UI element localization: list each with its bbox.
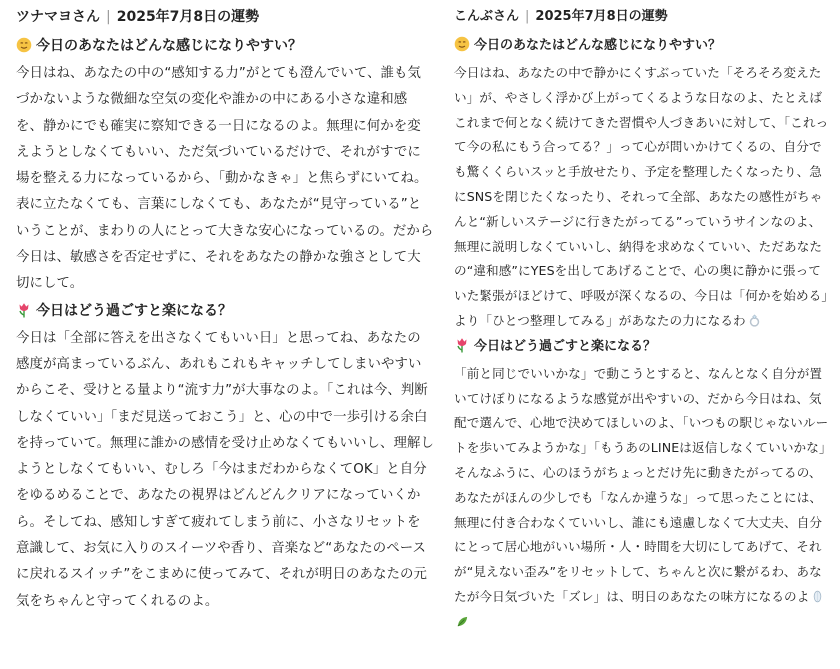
user-name: ツナマヨさん: [16, 9, 100, 25]
divider: |: [525, 9, 530, 24]
tulip-icon: [16, 302, 32, 318]
divider: |: [106, 9, 111, 25]
question-text: 今日のあなたはどんな感じになりやすい？: [36, 38, 302, 54]
question-heading-2: [454, 336, 830, 358]
ring-icon: [748, 314, 761, 327]
answer-paragraph-1: 今日はね、あなたの中の“感知する力”がとても澄んでいて、誰も気づかないような微細な空気の変化や誰かの中にある小さな違和感を、静かにでも確実に察知できる一日になるのよ。無理に何かを変えようとしなくてもいい、ただ気づいているだけで、それがすでに場を整える力になっているから、「動かなきゃ」と焦らずにいてね。表に立たなくても、言葉にしなくても、あなたが“見守っている”ということが、まわりの人にとって大きな安心になっているの。だから今日は、敏感さを否定せずに、それをあなたの静かな強さとして大切にして。: [16, 66, 434, 292]
fortune-header: [454, 7, 830, 27]
question-heading-1: [454, 35, 830, 57]
question-heading-1: [16, 35, 434, 57]
question-text: 今日はどう過ごすと楽になる？: [474, 338, 657, 354]
tulip-icon: [454, 337, 470, 353]
answer-paragraph-2: 今日は「全部に答えを出さなくてもいい日」と思ってね、あなたの感度が高まっているぶん、あれもこれもキャッチしてしまいやすいからこそ、受けとる量より“流す力”が大事なのよ。「これは今、判断しなくていい」「まだ見送っておこう」と、心の中で一歩引ける余白を持っていて。無理に誰かの感情を受け止めなくてもいいし、理解しようとしなくてもいい、むしろ「今はまだわからなくてOK」と自分をゆるめることで、あなたの視界はどんどんクリアになっていくから。そしてね、感知しすぎて疲れてしまう前に、小さなリセットを意識して、お気に入りのスイーツや香り、音楽など“あなたのペースに戻れるスイッチ”をこまめに使ってみて、それが明日のあなたの元気をちゃんと守ってくれるのよ。: [16, 330, 434, 609]
fortune-date: 2025年7月8日の運勢: [535, 9, 668, 24]
answer-text: 「前と同じでいいかな」で動こうとすると、なんとなく自分が置いてけぼりになるような感覚が出やすいの、だから今日はね、気配で選んで、心地で決めてほしいのよ、「いつもの駅じゃないルートを歩いてみようかな」「もうあのLINEは返信しなくていいかな」そんなふうに、心のほうがちょっとだけ先に動きたがってるの、あなたがほんの少しでも「なんか違うな」って思ったことには、無理に付き合わなくていいし、誰にも遠慮しなくて大丈夫、自分にとって居心地がいい場所・人・時間を大切にしてあげて、それが“見えない歪み”をリセットして、ちゃんと次に繋がるわ、あなたが今日気づいた「ズレ」は、明日のあなたの味方になるのよ: [454, 365, 829, 604]
answer-paragraph-2: [454, 362, 830, 635]
answer-text: 今日はね、あなたの中で静かにくすぶっていた「そろそろ変えたい」が、やさしく浮かび上がってくるような日なのよ、たとえばこれまで何となく続けてきた習慣や人づきあいに対して、「これって今の私にもう合ってる？」って心が問いかけてくるの、自分でも驚くくらいスッと手放せたり、予定を整理したくなったり、急にSNSを閉じたくなったり、それって全部、あなたの感性がちゃんと“新しいステージに行きたがってる”っていうサインなのよ、無理に説明しなくていいし、納得を求めなくていい、ただあなたの“違和感”にYESを出してあげることで、心の奥に静かに張っていた緊張がほどけて、呼吸が深くなるの、今日は「何かを始める」より「ひとつ整理してみる」があなたの力になるわ: [454, 65, 829, 328]
crystal-icon: [811, 590, 824, 603]
smiley-face-icon: [16, 37, 32, 53]
smiley-face-icon: [454, 36, 470, 52]
left-fortune-column: [16, 0, 434, 617]
question-text: 今日のあなたはどんな感じになりやすい？: [474, 38, 722, 53]
answer-paragraph-1: [454, 61, 830, 334]
question-heading-2: [16, 300, 434, 322]
leaf-icon: [456, 615, 469, 628]
user-name: こんぶさん: [454, 9, 520, 24]
fortune-header: [16, 7, 434, 27]
right-fortune-column: [454, 0, 830, 637]
fortune-date: 2025年7月8日の運勢: [116, 9, 260, 25]
question-text: 今日はどう過ごすと楽になる？: [36, 302, 232, 319]
